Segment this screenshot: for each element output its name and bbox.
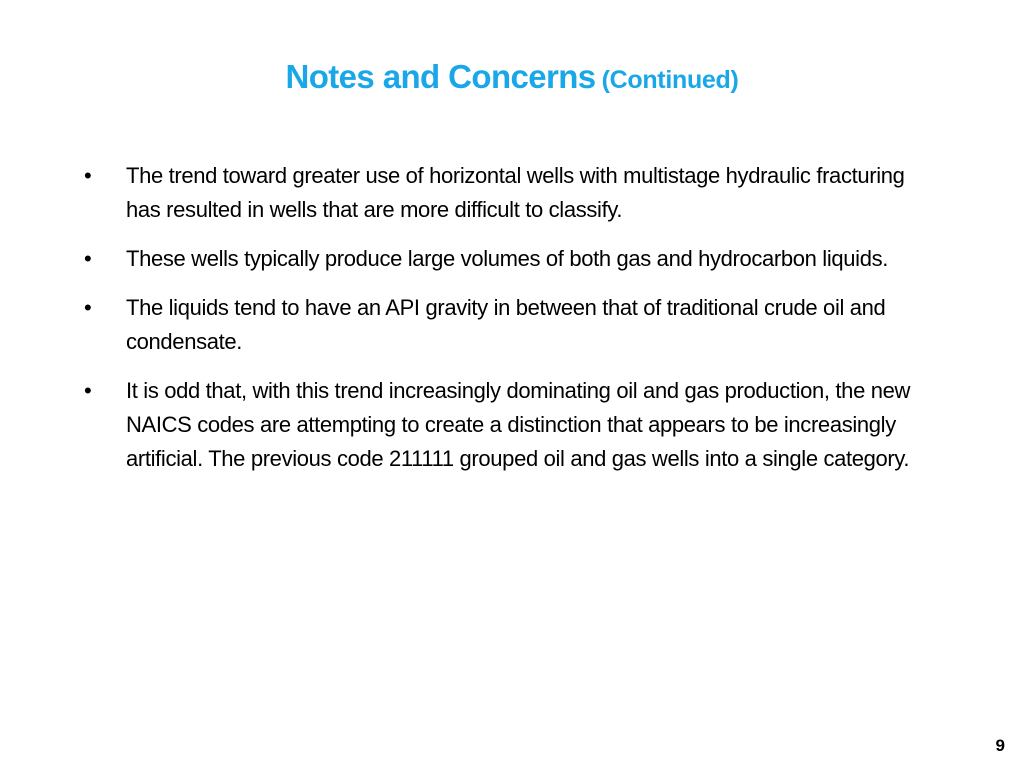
bullet-text: These wells typically produce large volumes of both gas and hydrocarbon liquids. <box>126 246 888 271</box>
bullet-list <box>84 159 914 491</box>
bullet-text: It is odd that, with this trend increasingly dominating oil and gas production, the new NAICS codes are attempting to create a distinction that appears to be increasingly artificial. The previous code 211111 grouped oil and gas wells into a single category. <box>126 378 911 471</box>
bullet-item <box>84 291 914 359</box>
bullet-icon: • <box>84 378 92 403</box>
bullet-icon: • <box>84 246 92 271</box>
bullet-item <box>84 374 914 476</box>
bullet-item <box>84 242 914 276</box>
slide-title <box>0 58 1024 96</box>
bullet-icon: • <box>84 295 92 320</box>
bullet-icon: • <box>84 163 92 188</box>
bullet-text: The trend toward greater use of horizontal wells with multistage hydraulic fracturing has resulted in wells that are more difficult to classify. <box>126 163 905 222</box>
bullet-item <box>84 159 914 227</box>
bullet-text: The liquids tend to have an API gravity in between that of traditional crude oil and condensate. <box>126 295 886 354</box>
title-main: Notes and Concerns <box>285 58 596 95</box>
title-subtitle: (Continued) <box>601 66 739 94</box>
page-number: 9 <box>995 736 1005 755</box>
